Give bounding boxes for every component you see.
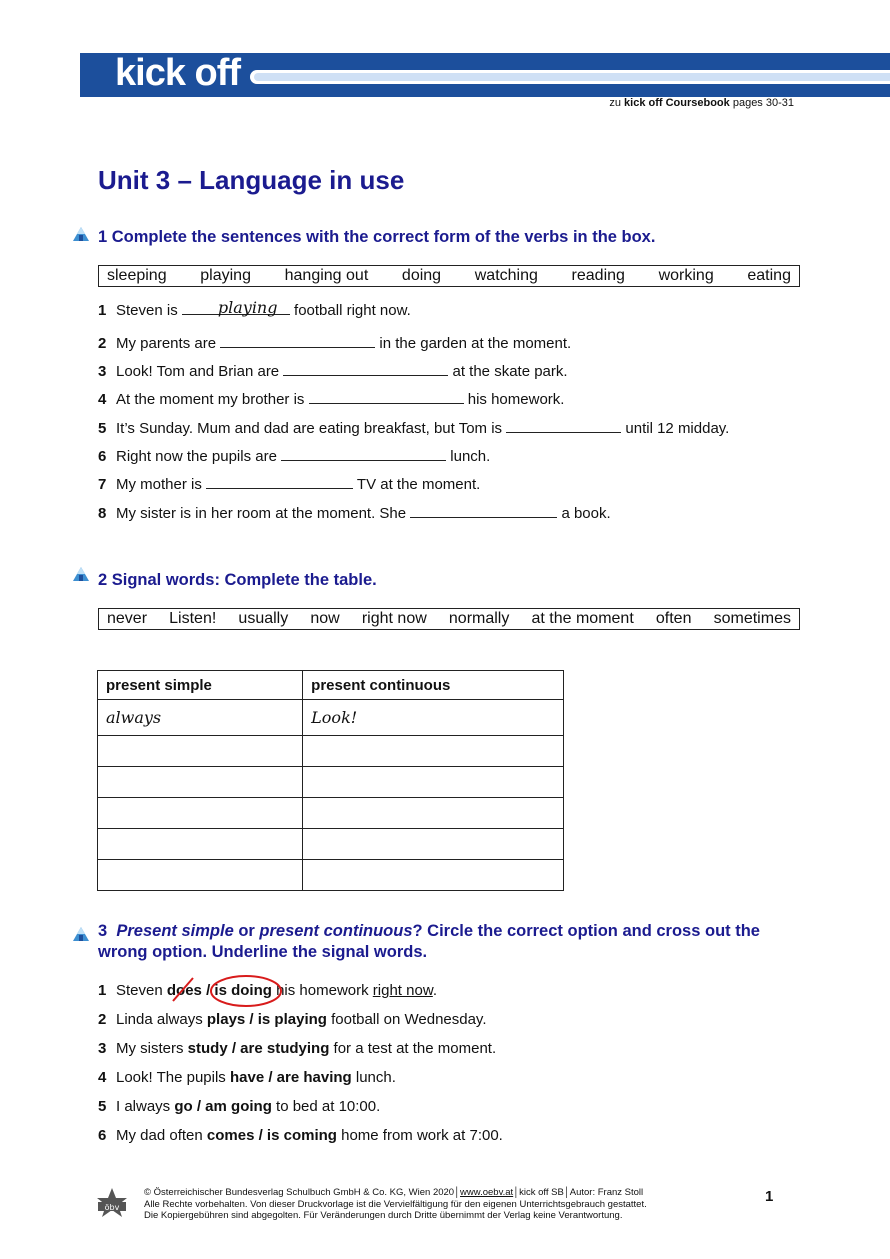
answer-blank[interactable]: [281, 446, 446, 461]
word-option: reading: [571, 267, 625, 284]
table-cell[interactable]: [98, 829, 303, 860]
task1-sentence: 1 Steven is playing football right now.: [98, 298, 411, 319]
word-option: never: [107, 610, 148, 627]
word-option: normally: [448, 610, 510, 627]
answer-blank[interactable]: [283, 361, 448, 376]
table-cell[interactable]: [98, 860, 303, 891]
verb-options[interactable]: have / are having: [229, 1069, 352, 1086]
task-pyramid-icon: [72, 566, 90, 582]
task3-sentence: 2 Linda always plays / is playing football on Wednesday.: [98, 1011, 487, 1028]
word-option: sometimes: [713, 610, 791, 627]
word-option: often: [655, 610, 692, 627]
answer-blank[interactable]: [410, 503, 557, 518]
task1-sentence: 3 Look! Tom and Brian are at the skate park.: [98, 363, 568, 380]
task3-heading: 3 Present simple or present continuous? Circle the correct option and cross out the wrong option. Underline the signal words.: [98, 922, 760, 961]
table-cell[interactable]: [98, 736, 303, 767]
verb-options[interactable]: go / am going: [174, 1098, 272, 1115]
cross-out-mark: [169, 976, 195, 1004]
table-cell[interactable]: [303, 798, 564, 829]
word-option: Listen!: [169, 610, 217, 627]
answer-blank[interactable]: [309, 389, 464, 404]
table-row: [98, 767, 564, 798]
example-present-continuous: Look!: [303, 700, 564, 736]
circle-mark: [208, 973, 286, 1011]
svg-text:öbv: öbv: [104, 1203, 120, 1212]
task-pyramid-icon: [72, 926, 90, 942]
answer-blank[interactable]: [220, 333, 375, 348]
page-number: 1: [765, 1188, 774, 1205]
word-option: eating: [747, 267, 791, 284]
column-header-present-continuous: present continuous: [303, 671, 564, 700]
wrong-option[interactable]: does: [167, 982, 206, 999]
header-stripe-inner: [254, 73, 890, 81]
task1-sentence: 8 My sister is in her room at the moment. She a book.: [98, 505, 611, 522]
signal-word-underlined: right now: [372, 982, 433, 999]
task1-sentence: 5 It’s Sunday. Mum and dad are eating breakfast, but Tom is until 12 midday.: [98, 420, 730, 437]
page-title: Unit 3 – Language in use: [98, 165, 405, 195]
correct-option[interactable]: is doing: [214, 982, 276, 999]
word-option: usually: [238, 610, 289, 627]
word-option: hanging out: [284, 267, 369, 284]
task-pyramid-icon: [72, 226, 90, 242]
publisher-link[interactable]: www.oebv.at: [460, 1187, 514, 1198]
task1-sentence: 7 My mother is TV at the moment.: [98, 476, 481, 493]
column-header-present-simple: present simple: [98, 671, 303, 700]
word-option: now: [310, 610, 340, 627]
task1-heading: 1 Complete the sentences with the correct form of the verbs in the box.: [98, 228, 656, 246]
word-option: working: [658, 267, 714, 284]
table-cell[interactable]: [303, 736, 564, 767]
word-option: at the moment: [531, 610, 634, 627]
answer-blank[interactable]: [206, 474, 353, 489]
example-present-simple: always: [98, 700, 303, 736]
table-cell[interactable]: [303, 860, 564, 891]
word-option: doing: [401, 267, 442, 284]
word-option: sleeping: [107, 267, 167, 284]
task1-sentence: 4 At the moment my brother is his homework.: [98, 391, 565, 408]
task1-word-box: [98, 265, 800, 287]
table-row: [98, 798, 564, 829]
task3-sentence: 3 My sisters study / are studying for a test at the moment.: [98, 1040, 497, 1057]
table-row: [98, 860, 564, 891]
word-option: right now: [361, 610, 427, 627]
word-option: playing: [200, 267, 251, 284]
task3-sentence-1: 1 Steven does / is doing his homework right now.: [98, 982, 437, 999]
verb-options[interactable]: study / are studying: [187, 1040, 330, 1057]
oebv-logo: [95, 1186, 129, 1222]
table-cell[interactable]: [303, 829, 564, 860]
coursebook-reference: zu kick off Coursebook pages 30-31: [609, 97, 794, 109]
table-row: [98, 736, 564, 767]
task2-heading: 2 Signal words: Complete the table.: [98, 571, 377, 589]
table-cell[interactable]: [98, 798, 303, 829]
answer-blank[interactable]: playing: [182, 300, 290, 315]
table-cell[interactable]: [303, 767, 564, 798]
task3-sentence: 6 My dad often comes / is coming home from work at 7:00.: [98, 1127, 503, 1144]
signal-words-table: [97, 670, 564, 891]
verb-options[interactable]: comes / is coming: [206, 1127, 337, 1144]
answer-blank[interactable]: [506, 418, 621, 433]
task3-sentence: 5 I always go / am going to bed at 10:00.: [98, 1098, 381, 1115]
footer-copyright: © Österreichischer Bundesverlag Schulbuch GmbH & Co. KG, Wien 2020│www.oebv.at│kick off SB│Autor: Franz Stoll Alle Rechte vorbehalten. Von dieser Druckvorlage ist die Vervielfältigung für den eigenen Unterrichtsgebrauch gestattet. Die Kopiergebühren sind abgegolten. Für Veränderungen durch Dritte übernimmt der Verlag keine Verantwortung.: [144, 1187, 647, 1221]
task1-sentence: 6 Right now the pupils are lunch.: [98, 448, 491, 465]
task1-sentence: 2 My parents are in the garden at the moment.: [98, 335, 572, 352]
verb-options[interactable]: plays / is playing: [206, 1011, 327, 1028]
task2-word-box: [98, 608, 800, 630]
kick-off-logo: kick off: [115, 52, 241, 94]
task3-sentence: 4 Look! The pupils have / are having lunch.: [98, 1069, 396, 1086]
table-cell[interactable]: [98, 767, 303, 798]
table-row: [98, 829, 564, 860]
word-option: watching: [474, 267, 538, 284]
